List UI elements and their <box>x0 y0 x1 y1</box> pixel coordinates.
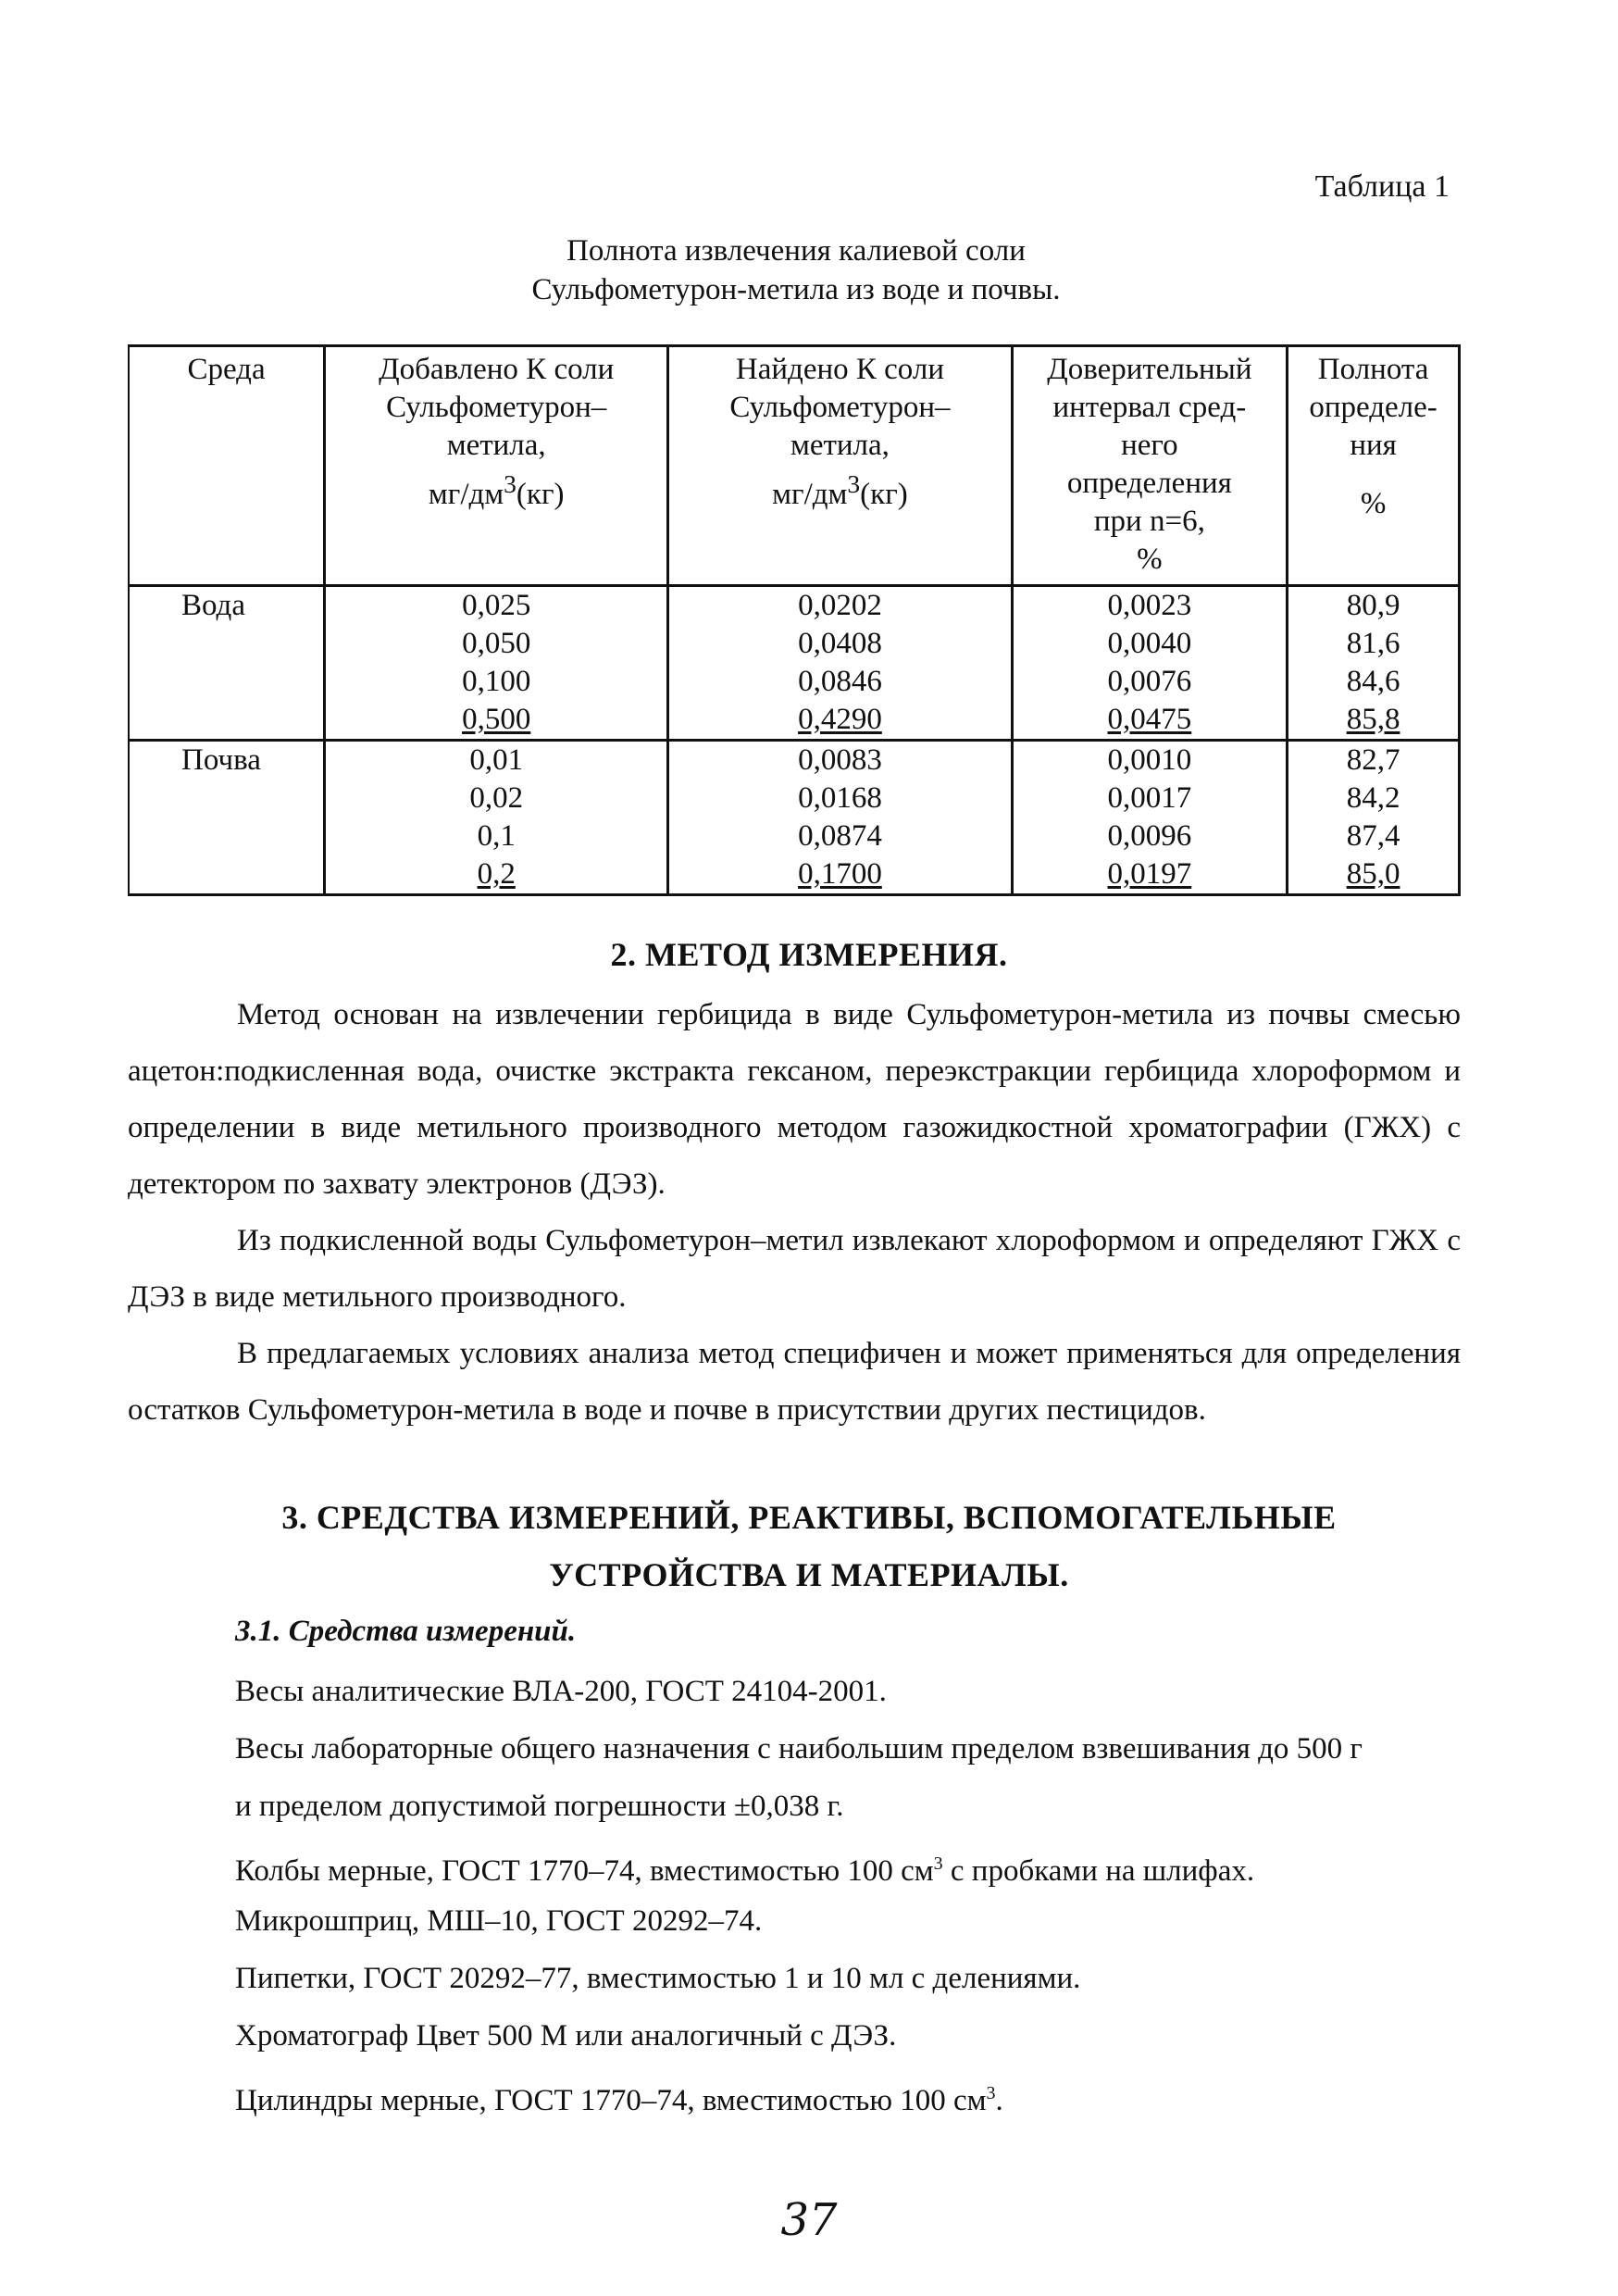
ci-cell: 0,0475 <box>1012 701 1288 741</box>
header-found: Найдено К соли Сульфометурон– метила, $мг/дм^3(кг)$ <box>668 346 1012 586</box>
env-cell: Вода <box>129 586 325 626</box>
added-cell: 0,1 <box>325 817 668 855</box>
added-cell: 0,01 <box>325 741 668 780</box>
list-item: Хроматограф Цвет 500 М или аналогичный с ДЭЗ. <box>235 2019 897 2053</box>
list-item: Пипетки, ГОСТ 20292–77, вместимостью 1 и 10 мл с делениями. <box>235 1962 1081 1995</box>
ci-cell: 0,0096 <box>1012 817 1288 855</box>
completeness-cell: 80,9 <box>1288 586 1460 626</box>
table-header-row <box>129 346 1460 586</box>
env-cell <box>129 780 325 817</box>
ci-cell: 0,0010 <box>1012 741 1288 780</box>
list-item: Весы лабораторные общего назначения с наибольшим пределом взвешивания до 500 г <box>235 1732 1363 1766</box>
env-cell <box>129 817 325 855</box>
added-cell: 0,050 <box>325 625 668 663</box>
table-row <box>129 586 1460 626</box>
list-item: Микрошприц, МШ–10, ГОСТ 20292–74. <box>235 1904 763 1938</box>
added-cell: 0,02 <box>325 780 668 817</box>
page-number: 37 <box>780 2194 838 2246</box>
header-confidence-interval: Доверительный интервал сред- него определения при n=6, % <box>1012 346 1288 586</box>
list-item: Весы аналитические ВЛА-200, ГОСТ 24104-2001. <box>235 1675 887 1708</box>
found-cell: 0,0083 <box>668 741 1012 780</box>
env-cell <box>129 855 325 895</box>
found-cell: 0,0846 <box>668 663 1012 701</box>
section-2-title: 2. МЕТОД ИЗМЕРЕНИЯ. <box>610 936 1008 973</box>
ci-cell: 0,0197 <box>1012 855 1288 895</box>
env-cell: Почва <box>129 741 325 780</box>
found-cell: 0,0408 <box>668 625 1012 663</box>
table-row <box>129 663 1460 701</box>
added-cell: 0,100 <box>325 663 668 701</box>
added-cell: 0,2 <box>325 855 668 895</box>
table-label: Таблица 1 <box>1314 169 1450 204</box>
completeness-cell: 84,2 <box>1288 780 1460 817</box>
env-cell <box>129 663 325 701</box>
list-item: Колбы мерные, ГОСТ 1770–74, вместимостью 100 $см^3$ с пробками на шлифах. <box>235 1853 1255 1888</box>
found-cell: 0,0168 <box>668 780 1012 817</box>
caption-line-2: Сульфометурон-метила из воде и почвы. <box>531 273 1061 306</box>
section-2-paragraph-1: Метод основан на извлечении гербицида в виде Сульфометурон-метила из почвы смесью ацетон:подкисленная вода, очистке экстракта гексаном, переэкстракции гербицида хлороформом и определении в виде метильного производного методом газожидкостной хроматографии (ГЖХ) с детектором по захвату электронов (ДЭЗ). <box>128 998 1461 1201</box>
added-cell: 0,500 <box>325 701 668 741</box>
completeness-cell: 84,6 <box>1288 663 1460 701</box>
found-cell: 0,0874 <box>668 817 1012 855</box>
completeness-cell: 87,4 <box>1288 817 1460 855</box>
results-table <box>128 344 1461 896</box>
ci-cell: 0,0076 <box>1012 663 1288 701</box>
found-cell: 0,4290 <box>668 701 1012 741</box>
table-row <box>129 625 1460 663</box>
list-item: Цилиндры мерные, ГОСТ 1770–74, вместимостью 100 $см^3$. <box>235 2083 1003 2117</box>
env-cell <box>129 625 325 663</box>
header-env: Среда <box>129 346 325 586</box>
section-3-title-line-2: УСТРОЙСТВА И МАТЕРИАЛЫ. <box>549 1556 1069 1593</box>
completeness-cell: 85,0 <box>1288 855 1460 895</box>
completeness-cell: 82,7 <box>1288 741 1460 780</box>
ci-cell: 0,0023 <box>1012 586 1288 626</box>
env-cell <box>129 701 325 741</box>
header-added: Добавлено К соли Сульфометурон– метила, $мг/дм^3(кг)$ <box>325 346 668 586</box>
table-caption <box>0 231 1618 309</box>
subsection-3-1-title: 3.1. Средства измерений. <box>235 1615 577 1648</box>
table-row <box>129 780 1460 817</box>
added-cell: 0,025 <box>325 586 668 626</box>
section-2-paragraph-2: Из подкисленной воды Сульфометурон–метил извлекают хлороформом и определяют ГЖХ с ДЭЗ в виде метильного производного. <box>128 1224 1461 1314</box>
header-completeness: Полнота определе- ния % <box>1288 346 1460 586</box>
completeness-cell: 85,8 <box>1288 701 1460 741</box>
table-row <box>129 855 1460 895</box>
found-cell: 0,1700 <box>668 855 1012 895</box>
section-3-title-line-1: 3. СРЕДСТВА ИЗМЕРЕНИЙ, РЕАКТИВЫ, ВСПОМОГАТЕЛЬНЫЕ <box>281 1499 1337 1536</box>
ci-cell: 0,0040 <box>1012 625 1288 663</box>
found-cell: 0,0202 <box>668 586 1012 626</box>
ci-cell: 0,0017 <box>1012 780 1288 817</box>
completeness-cell: 81,6 <box>1288 625 1460 663</box>
table-row <box>129 817 1460 855</box>
caption-line-1: Полнота извлечения калиевой соли <box>566 234 1026 268</box>
table-row <box>129 741 1460 780</box>
table-row <box>129 701 1460 741</box>
list-item-continuation: и пределом допустимой погрешности ±0,038 г. <box>235 1790 844 1823</box>
section-2-paragraph-3: В предлагаемых условиях анализа метод специфичен и может применяться для определения остатков Сульфометурон-метила в воде и почве в присутствии других пестицидов. <box>128 1337 1461 1427</box>
